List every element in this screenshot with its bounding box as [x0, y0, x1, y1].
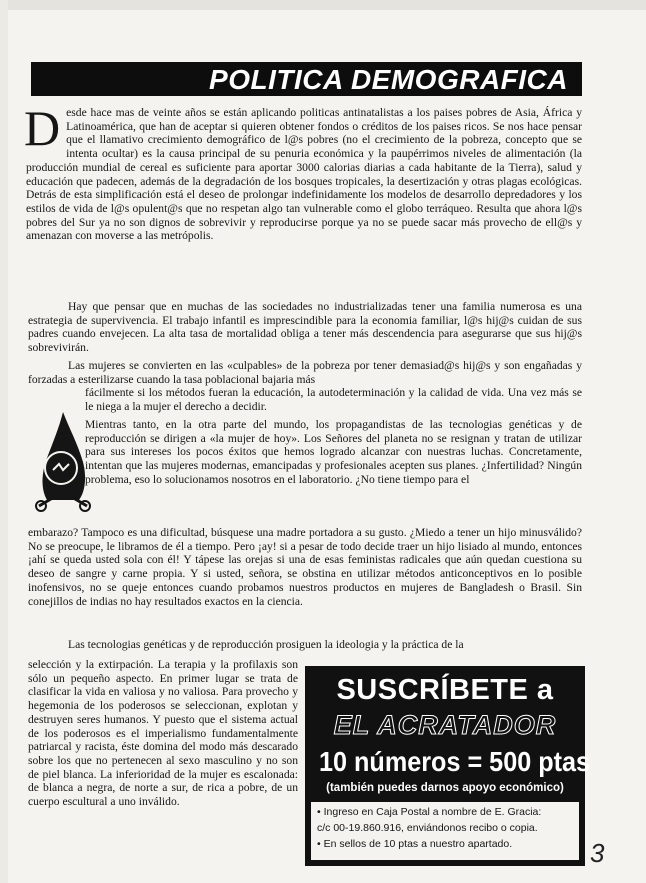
drop-cap: D — [24, 100, 61, 156]
ad-item: • Ingreso en Caja Postal a nombre de E. Gracia: — [317, 806, 542, 818]
page-title: POLITICA DEMOGRAFICA — [209, 64, 568, 95]
paragraph-intro — [24, 100, 582, 243]
scan-edge-left — [0, 0, 8, 883]
paragraph-4-cont: embarazo? Tampoco es una dificultad, búsquese una madre portadora a su gusto. ¿Miedo a tener un hijo minusválido? No se preocupe, le libramos de él a tiempo. Pero ¡ay! si a pesar de todo decide traer un hijo lisiado al mundo, entonces ¡ahí se queda usted sola con él! Y tápese las orejas si una de esas feministas radicales que aún quedan cuestiona su deseo de sangre y carne propia. Y si usted, señora, se obstina en utilizar métodos anticonceptivos en lo posible inofensivos, no se queje entonces cuando probamos nuestros productos en mujeres de Bangladesh o Brasil. Sin conejillos de indias no hay resultados exactos en la ciencia. — [28, 526, 582, 608]
feminist-illustration — [33, 408, 91, 514]
paragraph-5: Las tecnologias genéticas y de reproducción prosiguen la ideologia y la práctica de la — [68, 638, 464, 651]
paragraph-4: Mientras tanto, en la otra parte del mundo, los propagandistas de las tecnologias genéticas y de reproducción se dirigen a «la mujer de hoy». Los Señores del planeta no se resignan y tratan de utilizar para sus intereses los pocos éxitos que hemos logrado alcanzar con nuestras luchas. Concretamente, intentan que las mujeres modernas, emancipadas y profesionales acepten sus planes. ¿Infertilidad? Ningún problema, eso lo solucionamos nosotros en el laboratorio. ¿No tiene tiempo para el — [85, 418, 582, 486]
ad-item: c/c 00-19.860.916, enviándonos recibo o copia. — [317, 822, 538, 834]
title-banner — [31, 62, 582, 96]
ad-item: • En sellos de 10 ptas a nuestro apartado. — [317, 838, 513, 850]
paragraph-2: Hay que pensar que en muchas de las sociedades no industrializadas tener una familia numerosa es una estrategia de supervivencia. El trabajo infantil es imprescindible para la economia familiar, l@s hij@s cuidan de sus padres cuando envejecen. La alta tasa de mortalidad obliga a tener más descendencia para asegurarse que sus hij@s sobrevivirán. — [28, 300, 582, 355]
scan-edge — [0, 0, 646, 10]
ad-price: 10 números = 500 ptas — [319, 746, 591, 777]
paragraph-intro-text: esde hace mas de veinte años se están aplicando politicas antinatalistas a los paises pobres de Asia, África y Latinoamérica, que han de aceptar si quieren obtener fondos o créditos de los paises ricos. Se nos hace pensar que el llamativo crecimiento demográfico de l@s pobres (no el crecimiento de la pobreza, concepto que se intenta ocultar) es la causa principal de su penuria económica y la paupérrimos niveles de alimentación (la producción mundial de cereal es suficiente para aportar 3000 calorias diarias a cada habitante de la Tierra), salud y educación que padecen, además de la degradación de los bosques tropicales, la desertización y otras plagas ecológicas. Detrás de esta simplificación está el deseo de prolongar indefinidamente los modelos de desarrollo depredadores y los estilos de vida de l@s opulent@s que no respetan algo tan vulnerable como el globo terráqueo. Resulta que ahora l@s pobres del Sur ya no son dignos de sobrevivir y reproducirse porque ya no se puede sacar más provecho de ell@s y amenazan con moverse a las metrópolis. — [26, 106, 582, 243]
paragraph-3: Las mujeres se convierten en las «culpables» de la pobreza por tener demasiad@s hij@s y son engañadas y forzadas a esterilizarse cuando la tasa poblacional bajaria más — [28, 359, 582, 386]
ad-headline: SUSCRÍBETE a — [336, 674, 554, 706]
paragraph-3-cont: fácilmente si los métodos fueran la educación, la autodeterminación y la calidad de vida. Una vez más se le niega a la mujer el derecho a decidir. — [85, 386, 582, 413]
page-number: 3 — [590, 838, 605, 868]
ad-magazine-name: EL ACRATADOR — [333, 710, 557, 740]
paragraph-5-cont: selección y la extirpación. La terapia y la profilaxis son sólo un pequeño aspecto. En primer lugar se trata de clasificar la vida en valiosa y no valiosa. Para provecho y hegemonia de los poderosos se seleccionan, explotan y destruyen seres humanos. Y puesto que el sistema actual de los poderosos es el imperialismo fundamentalmente patriarcal y racista, éste domina del modo más descarado sobre los que no pertenecen al sexo masculino y no son de piel blanca. La inferioridad de la mujer es escalonada: de blanca a negra, de norte a sur, de rica a pobre, de un cuerpo escultural a uno inválido. — [28, 658, 298, 809]
subscription-ad — [305, 666, 591, 866]
ad-payment-box — [311, 802, 579, 860]
ad-note: (también puedes darnos apoyo económico) — [326, 782, 564, 794]
